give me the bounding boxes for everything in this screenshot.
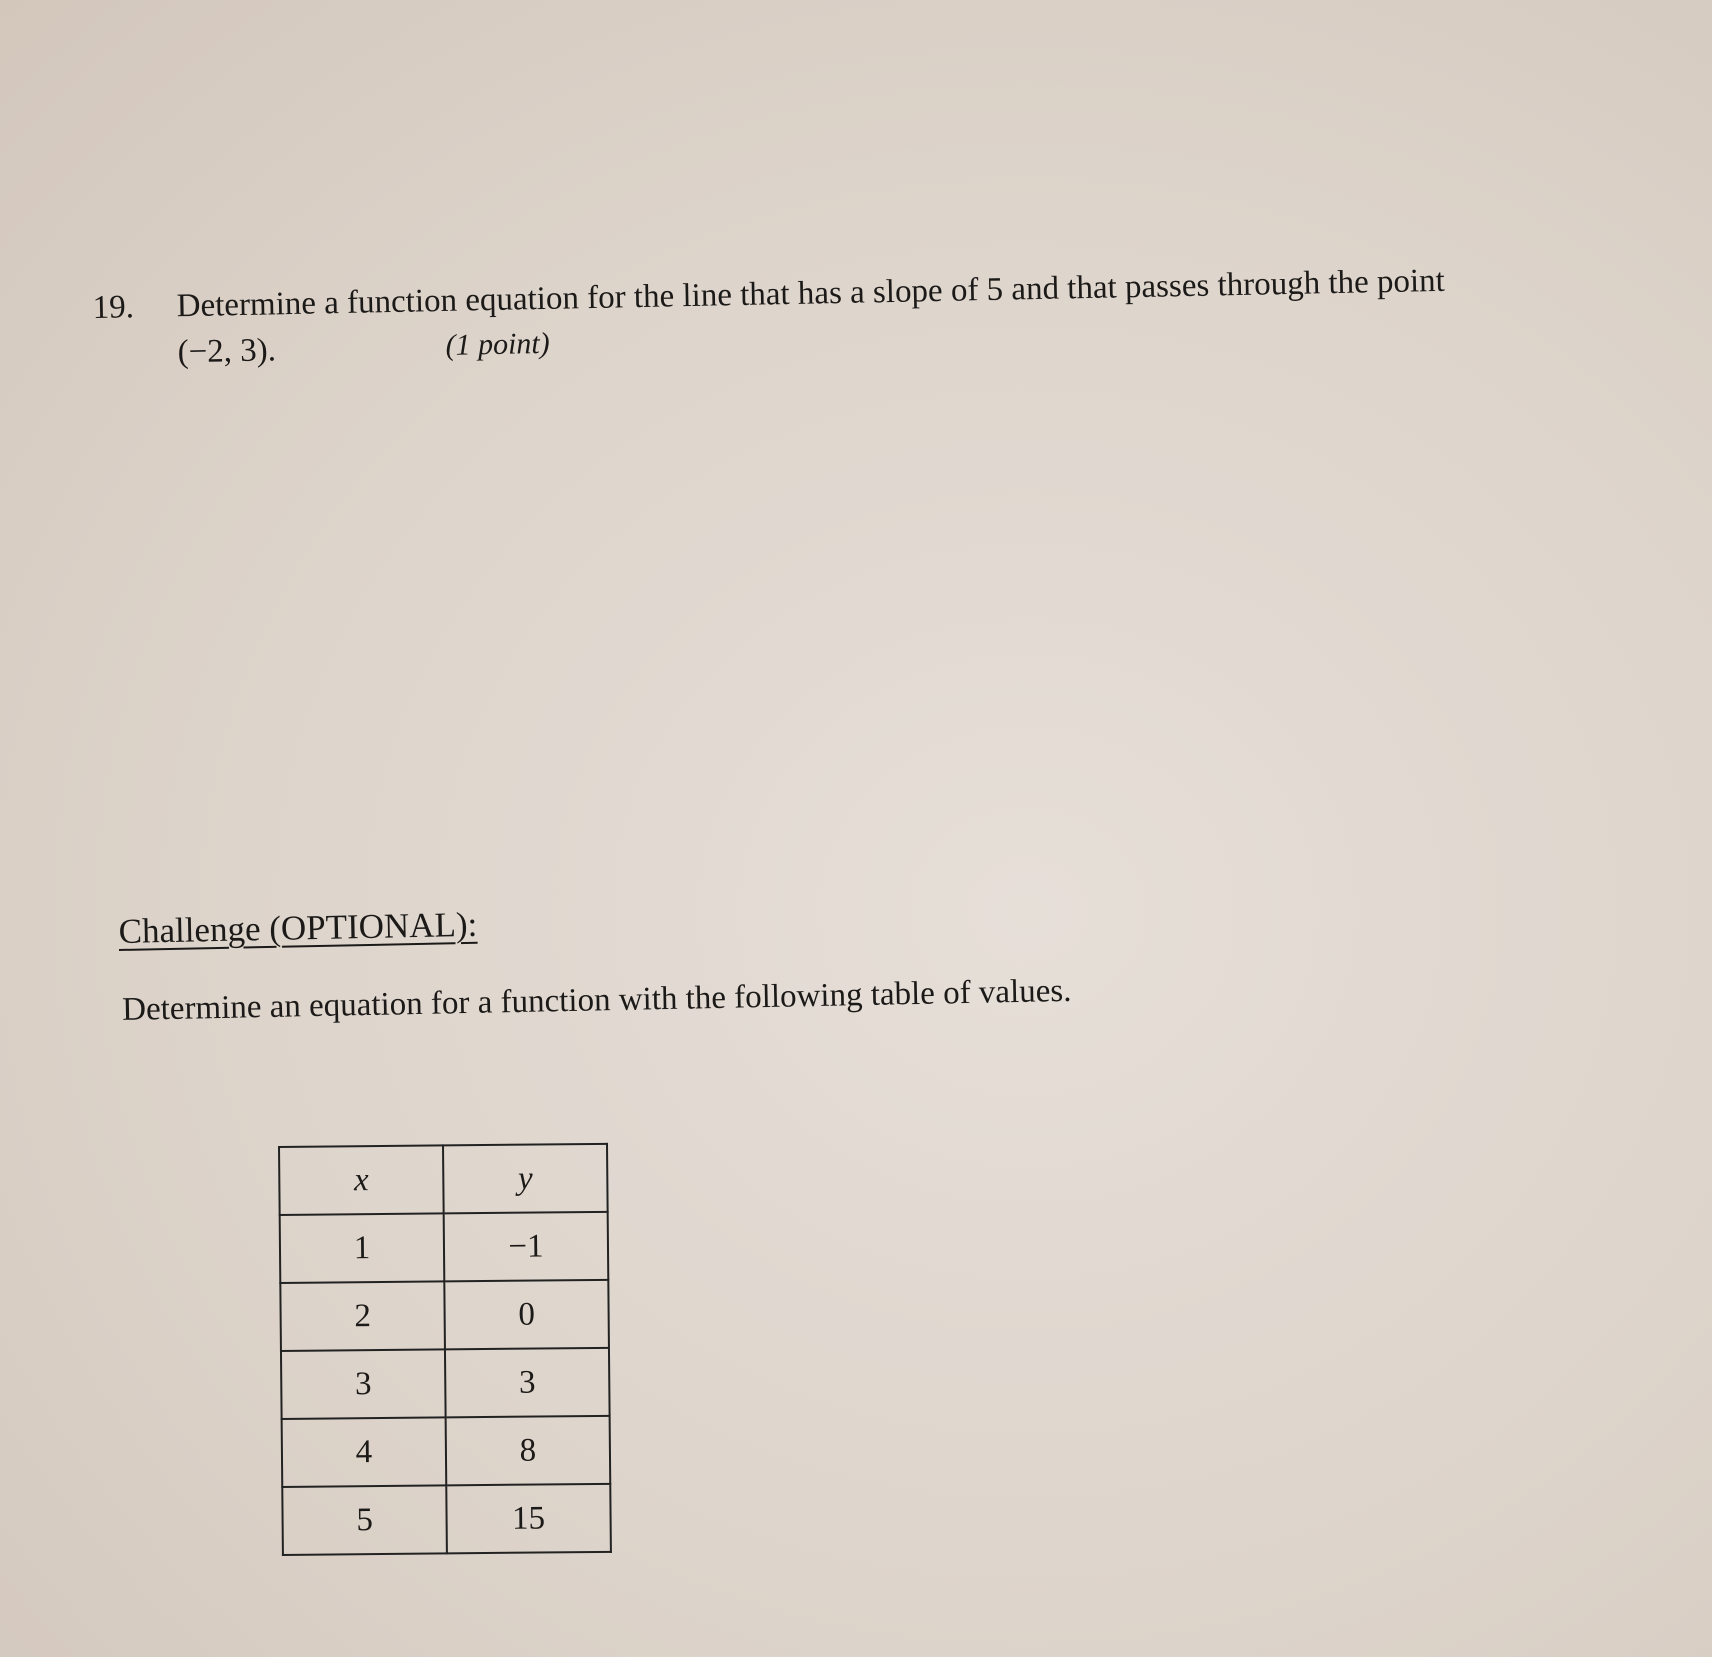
table-cell-y: 8: [446, 1416, 611, 1486]
question-text: Determine a function equation for the line that has a slope of 5 and that passes through the point: [176, 262, 1446, 325]
values-table-wrap: [278, 1143, 612, 1556]
table-cell-x: 1: [280, 1213, 445, 1283]
table-cell-x: 3: [281, 1349, 446, 1419]
column-header-x: x: [279, 1145, 444, 1215]
table-cell-y: −1: [444, 1212, 609, 1282]
table-row: [281, 1348, 610, 1419]
table-row: [282, 1484, 611, 1555]
table-row: [282, 1416, 611, 1487]
table-cell-y: 3: [445, 1348, 610, 1418]
table-cell-x: 4: [282, 1417, 447, 1487]
table-row: [280, 1280, 609, 1351]
question-point: (−2, 3).: [177, 332, 277, 371]
question-marks: (1 point): [445, 326, 551, 362]
values-table: [278, 1143, 612, 1556]
column-header-y: y: [443, 1144, 608, 1214]
challenge-prompt: Determine an equation for a function with the following table of values.: [121, 972, 1072, 1028]
table-cell-y: 15: [446, 1484, 611, 1554]
table-row: [280, 1212, 609, 1283]
table-cell-y: 0: [444, 1280, 609, 1350]
table-cell-x: 5: [282, 1485, 447, 1555]
question-19: [92, 241, 1612, 371]
table-header-row: [279, 1144, 608, 1215]
challenge-heading: Challenge (OPTIONAL):: [118, 904, 478, 951]
challenge-section: [118, 874, 1418, 1028]
question-number: 19.: [92, 289, 135, 326]
table-cell-x: 2: [280, 1281, 445, 1351]
